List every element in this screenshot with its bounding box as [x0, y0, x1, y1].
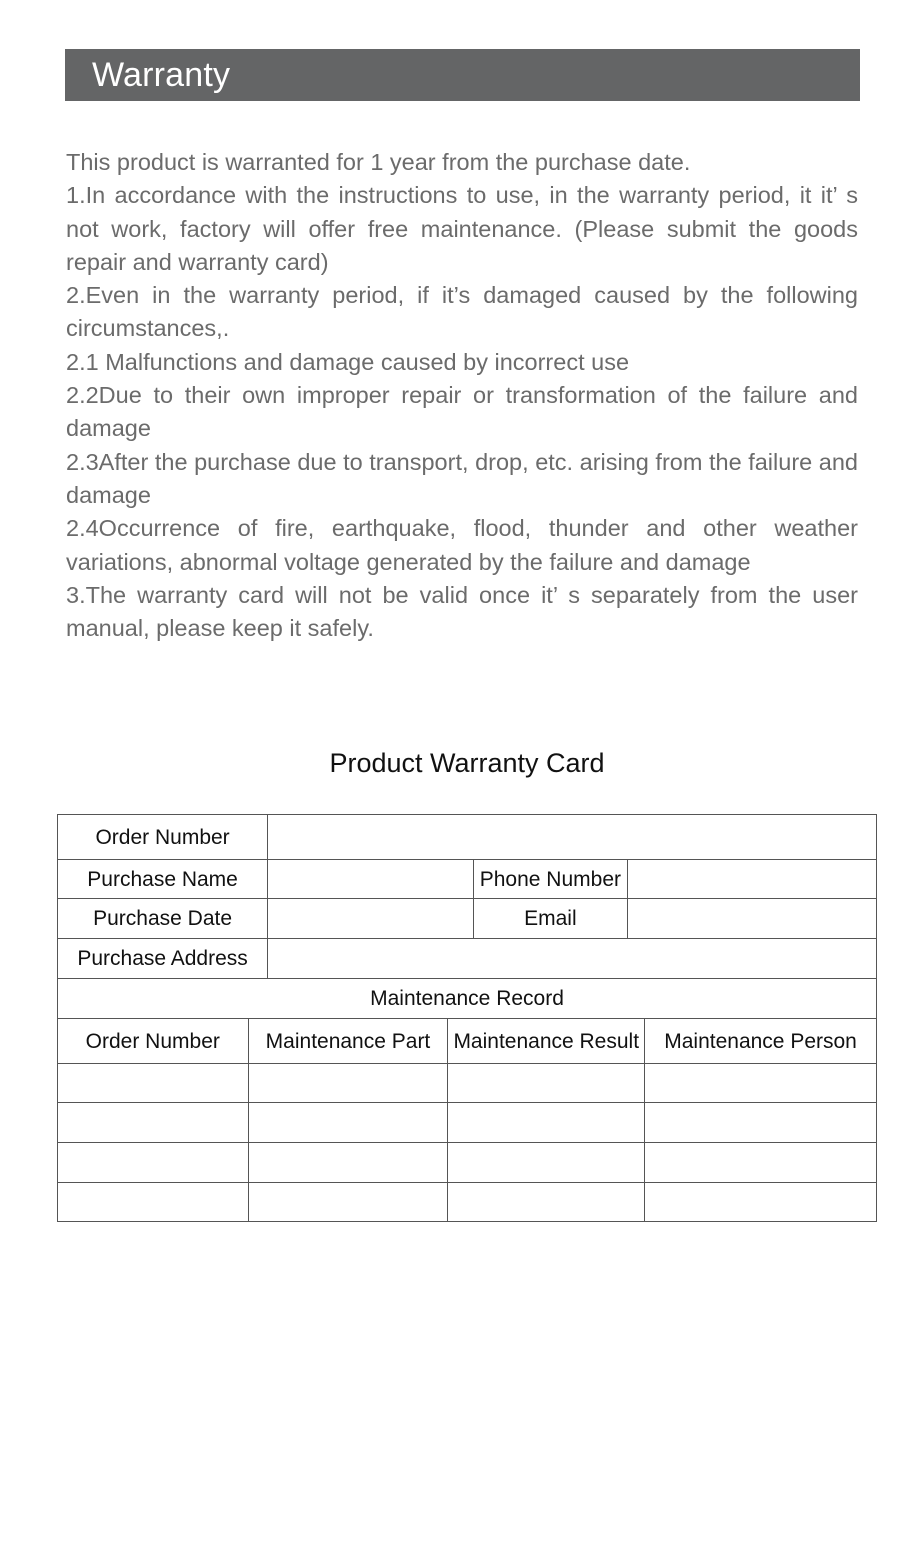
- table-row: [58, 1183, 877, 1222]
- column-header-order-number: Order Number: [58, 1019, 249, 1064]
- purchase-name-field: [268, 860, 474, 899]
- column-header-maintenance-part: Maintenance Part: [248, 1019, 448, 1064]
- warranty-terms: [66, 146, 858, 645]
- maintenance-record-heading: Maintenance Record: [58, 979, 877, 1019]
- column-header-maintenance-person: Maintenance Person: [645, 1019, 877, 1064]
- card-title: Product Warranty Card: [329, 748, 605, 778]
- maintenance-cell: [248, 1064, 448, 1103]
- warranty-paragraph: 2.1 Malfunctions and damage caused by incorrect use: [66, 348, 630, 375]
- warranty-paragraph: 3.The warranty card will not be valid once it’ s separately from the user manual, please keep it safely.: [66, 581, 858, 642]
- maintenance-cell: [248, 1103, 448, 1143]
- table-row: [58, 815, 877, 860]
- table-row: [58, 1143, 877, 1183]
- maintenance-cell: [448, 1143, 645, 1183]
- purchase-address-label: Purchase Address: [58, 939, 268, 979]
- email-field: [627, 899, 876, 939]
- maintenance-cell: [645, 1143, 877, 1183]
- purchase-name-label: Purchase Name: [58, 860, 268, 899]
- maintenance-cell: [58, 1143, 249, 1183]
- order-number-label: Order Number: [58, 815, 268, 860]
- warranty-paragraph: 2.4Occurrence of fire, earthquake, flood, thunder and other weather variations, abnormal voltage generated by the failure and damage: [66, 515, 858, 575]
- phone-number-field: [627, 860, 876, 899]
- purchase-date-label: Purchase Date: [58, 899, 268, 939]
- table-row: [58, 1019, 877, 1064]
- table-row: [58, 860, 877, 899]
- warranty-paragraph: 2.Even in the warranty period, if it’s damaged caused by the following circumstances,.: [66, 282, 858, 342]
- maintenance-cell: [448, 1183, 645, 1222]
- maintenance-cell: [448, 1064, 645, 1103]
- maintenance-cell: [448, 1103, 645, 1143]
- column-header-maintenance-result: Maintenance Result: [448, 1019, 645, 1064]
- maintenance-cell: [58, 1064, 249, 1103]
- warranty-paragraph: 2.3After the purchase due to transport, drop, etc. arising from the failure and damage: [66, 448, 858, 508]
- table-row: [58, 979, 877, 1019]
- email-label: Email: [474, 899, 627, 939]
- maintenance-cell: [248, 1143, 448, 1183]
- phone-number-label: Phone Number: [474, 860, 627, 899]
- table-row: [58, 1064, 877, 1103]
- warranty-paragraph: 1.In accordance with the instructions to use, in the warranty period, it it’ s not work, factory will offer free maintenance. (Please submit the goods repair and warranty card): [66, 182, 858, 275]
- purchase-address-field: [268, 939, 877, 979]
- table-row: [58, 939, 877, 979]
- section-header: [65, 49, 860, 101]
- warranty-paragraph: This product is warranted for 1 year from the purchase date.: [66, 149, 691, 175]
- maintenance-cell: [645, 1183, 877, 1222]
- maintenance-cell: [248, 1183, 448, 1222]
- table-row: [58, 1103, 877, 1143]
- table-row: [58, 899, 877, 939]
- maintenance-cell: [58, 1183, 249, 1222]
- page-title: Warranty: [92, 56, 231, 94]
- maintenance-cell: [58, 1103, 249, 1143]
- warranty-paragraph: 2.2Due to their own improper repair or transformation of the failure and damage: [66, 382, 858, 442]
- purchase-date-field: [268, 899, 474, 939]
- warranty-card-table: [57, 814, 877, 1222]
- maintenance-cell: [645, 1103, 877, 1143]
- maintenance-cell: [645, 1064, 877, 1103]
- order-number-field: [268, 815, 877, 860]
